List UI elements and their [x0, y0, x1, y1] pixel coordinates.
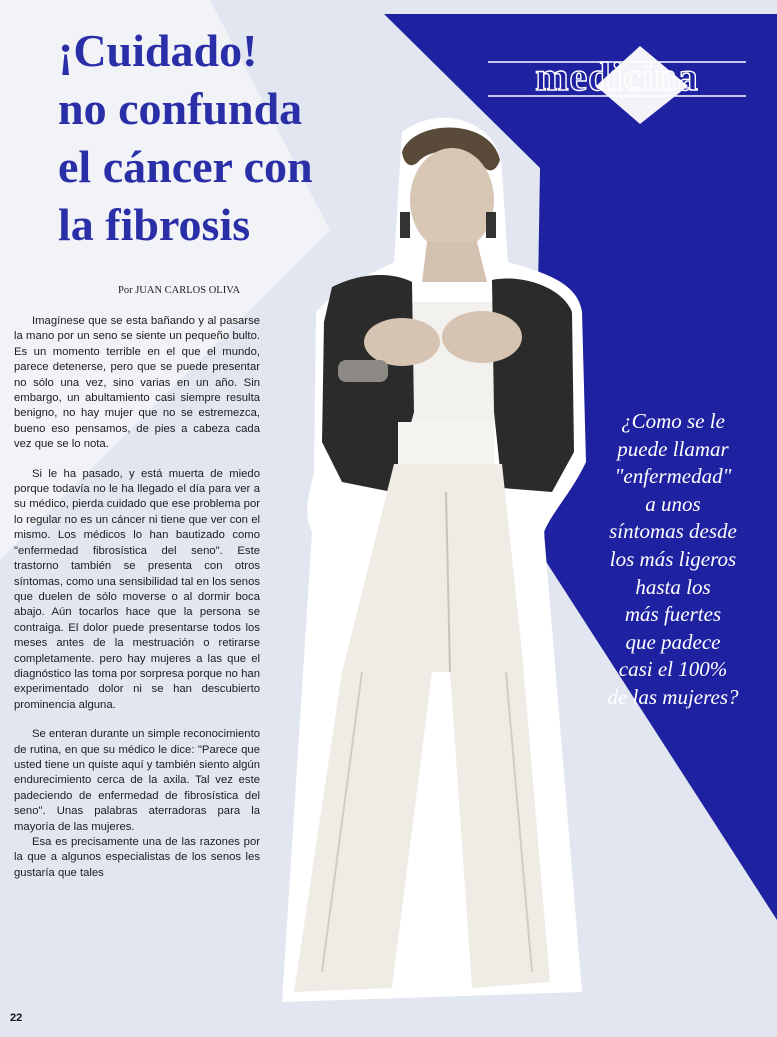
- article-title: [58, 22, 378, 254]
- article-body: [14, 314, 260, 895]
- pullquote-line: puede llamar: [617, 436, 729, 461]
- paragraph-2: Si le ha pasado, y está muerta de miedo porque todavía no le ha llegado el día para ver a su médico, pierda cuidado que ese problema por lo regular no es un cáncer ni tiene que ver con el mismo. Los médicos lo han bautizado como "enfermedad fibrosística del seno". Este trastorno también se presenta con otros síntomas, como una sensibilidad tal en los senos que duelen de sólo moverse o al dormir boca abajo. Aún tocarlos hace que la persona se contraiga. El dolor puede presentarse todos los meses antes de la mestruación o retirarse completamente. pero hay mujeres a las que el diagnóstico las toma por sorpresa porque no han experimentado dolor ni se han descubierto prominencia alguna.: [14, 467, 260, 711]
- title-line-2: no confunda: [58, 83, 303, 134]
- pullquote-line: síntomas desde: [609, 519, 737, 544]
- section-logo-medicina: [484, 56, 750, 104]
- title-line-4: la fibrosis: [58, 199, 251, 250]
- section-label: medicina: [535, 56, 699, 99]
- paragraph-3: Se enteran durante un simple reconocimiento de rutina, en que su médico le dice: "Parece que usted tiene un quiste aquí y también siento algún endurecimiento cerca de la axila. Tal vez este padeciendo de enfermedad de fibrosística del seno". Unas palabras aterradoras para la mayoría de las mujeres.: [14, 728, 260, 833]
- paragraph-1: Imagínese que se esta bañando y al pasarse la mano por un seno se siente un pequeño bulto. Es un momento terrible en el que el mundo, parece detenerse, pero que se puede presentar no sólo una vez, sino varias en un año. Sin embargo, un abultamiento casi siempre resulta benigno, no hay mujer que no se estremezca, bueno eso pensamos, de pies a cabeza cada vez que se lo nota.: [14, 315, 260, 451]
- pullquote-line: que padece: [625, 629, 721, 654]
- paragraph-4: Esa es precisamente una de las razones por la que a algunos especialistas de los senos les gustaría que tales: [14, 836, 260, 879]
- pullquote-line: "enfermedad": [614, 464, 732, 489]
- pullquote-line: de las mujeres?: [607, 684, 739, 709]
- pullquote-line: los más ligeros: [609, 546, 737, 571]
- pullquote-line: hasta los: [635, 574, 711, 599]
- pull-quote: [588, 408, 758, 712]
- byline: Por JUAN CARLOS OLIVA: [118, 285, 241, 296]
- pullquote-line: casi el 100%: [618, 657, 728, 682]
- page-number: 22: [10, 1012, 23, 1024]
- pullquote-line: más fuertes: [624, 602, 722, 627]
- title-line-1: ¡Cuidado!: [58, 25, 258, 76]
- pullquote-line: ¿Como se le: [621, 409, 725, 433]
- pullquote-line: a unos: [645, 491, 701, 516]
- title-line-3: el cáncer con: [58, 141, 313, 192]
